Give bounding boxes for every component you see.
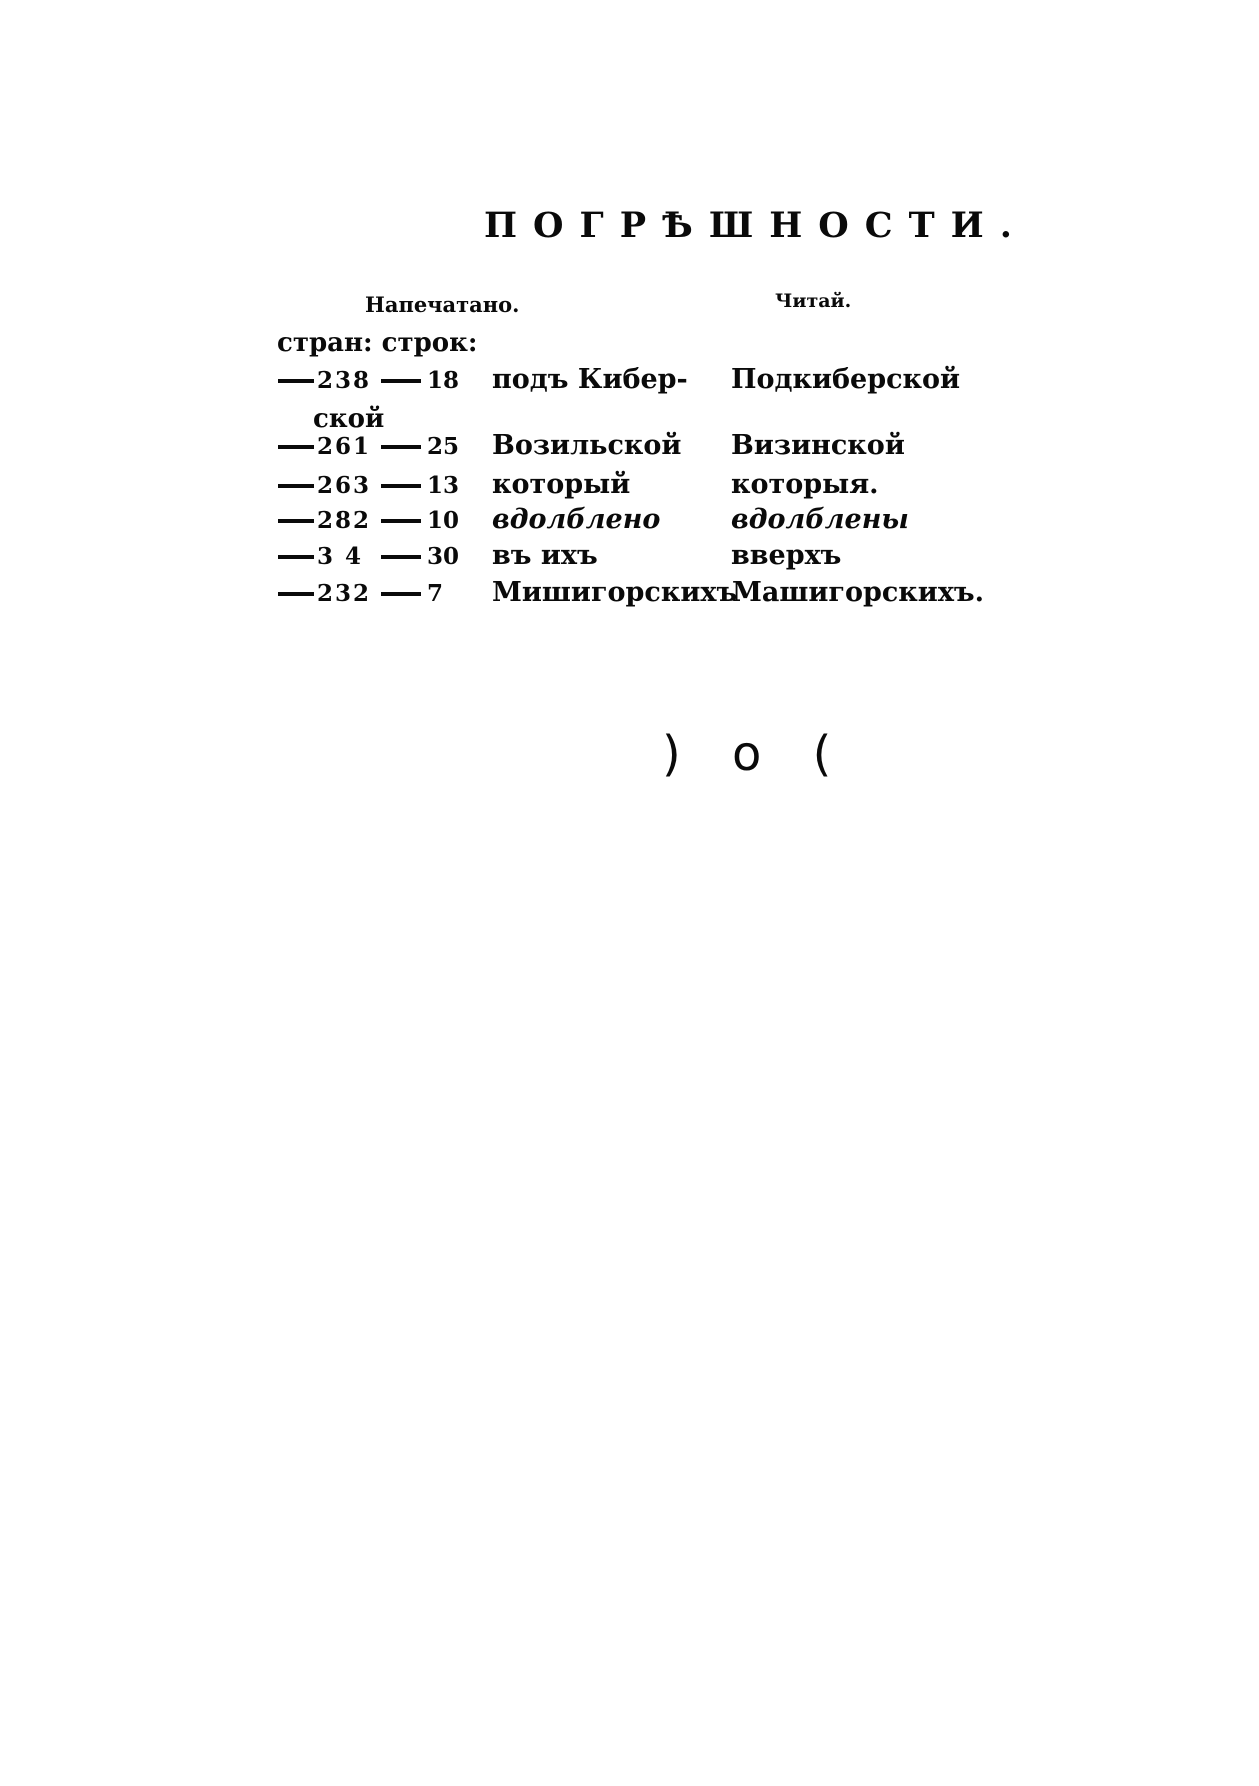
page-number: 263 bbox=[317, 472, 372, 499]
line-number: 18 bbox=[427, 367, 460, 394]
leader-dash bbox=[278, 592, 314, 596]
line-number: 13 bbox=[427, 472, 460, 499]
leader-dash bbox=[278, 379, 314, 383]
page-number: 261 bbox=[317, 433, 372, 460]
printed-text: Возильской bbox=[492, 430, 682, 461]
errata-row bbox=[278, 469, 879, 503]
line-number: 30 bbox=[427, 543, 460, 570]
leader-dash bbox=[278, 519, 314, 523]
errata-row bbox=[278, 577, 985, 611]
corrected-text: Визинской bbox=[731, 430, 905, 461]
errata-row bbox=[278, 504, 909, 538]
leader-dash bbox=[381, 379, 421, 383]
corrected-text: вдолблены bbox=[731, 504, 909, 535]
end-ornament: ) o ( bbox=[662, 726, 850, 782]
column-header-printed: Напечатано. bbox=[365, 292, 520, 317]
page-number: 238 bbox=[317, 367, 372, 394]
page-title: ПОГРѢШНОСТИ. bbox=[484, 205, 1028, 246]
leader-dash bbox=[381, 592, 421, 596]
corrected-text: вверхъ bbox=[731, 540, 842, 571]
leader-dash bbox=[381, 555, 421, 559]
errata-row bbox=[278, 430, 905, 464]
line-number: 7 bbox=[427, 580, 444, 607]
line-number: 10 bbox=[427, 507, 460, 534]
leader-dash bbox=[381, 519, 421, 523]
printed-text: Мишигорскихъ bbox=[492, 577, 738, 608]
leader-dash bbox=[381, 445, 421, 449]
errata-row bbox=[278, 364, 961, 398]
line-number: 25 bbox=[427, 433, 460, 460]
leader-dash bbox=[278, 445, 314, 449]
page-number: 282 bbox=[317, 507, 372, 534]
page-number: 3 4 bbox=[317, 543, 364, 570]
page-number: 232 bbox=[317, 580, 372, 607]
printed-text: подъ Кибер- bbox=[492, 364, 688, 395]
printed-text-continuation: ской bbox=[313, 404, 385, 434]
printed-text: вдолблено bbox=[492, 504, 661, 535]
errata-row bbox=[278, 540, 842, 574]
printed-text: въ ихъ bbox=[492, 540, 598, 571]
corrected-text: Подкиберской bbox=[731, 364, 961, 395]
leader-dash bbox=[381, 484, 421, 488]
leader-dash bbox=[278, 555, 314, 559]
printed-text: который bbox=[492, 469, 631, 500]
column-header-read: Читай. bbox=[775, 290, 852, 312]
corrected-text: которыя. bbox=[731, 469, 879, 500]
page-line-header: стран: строк: bbox=[277, 328, 478, 358]
corrected-text: Машигорскихъ. bbox=[732, 577, 985, 608]
leader-dash bbox=[278, 484, 314, 488]
